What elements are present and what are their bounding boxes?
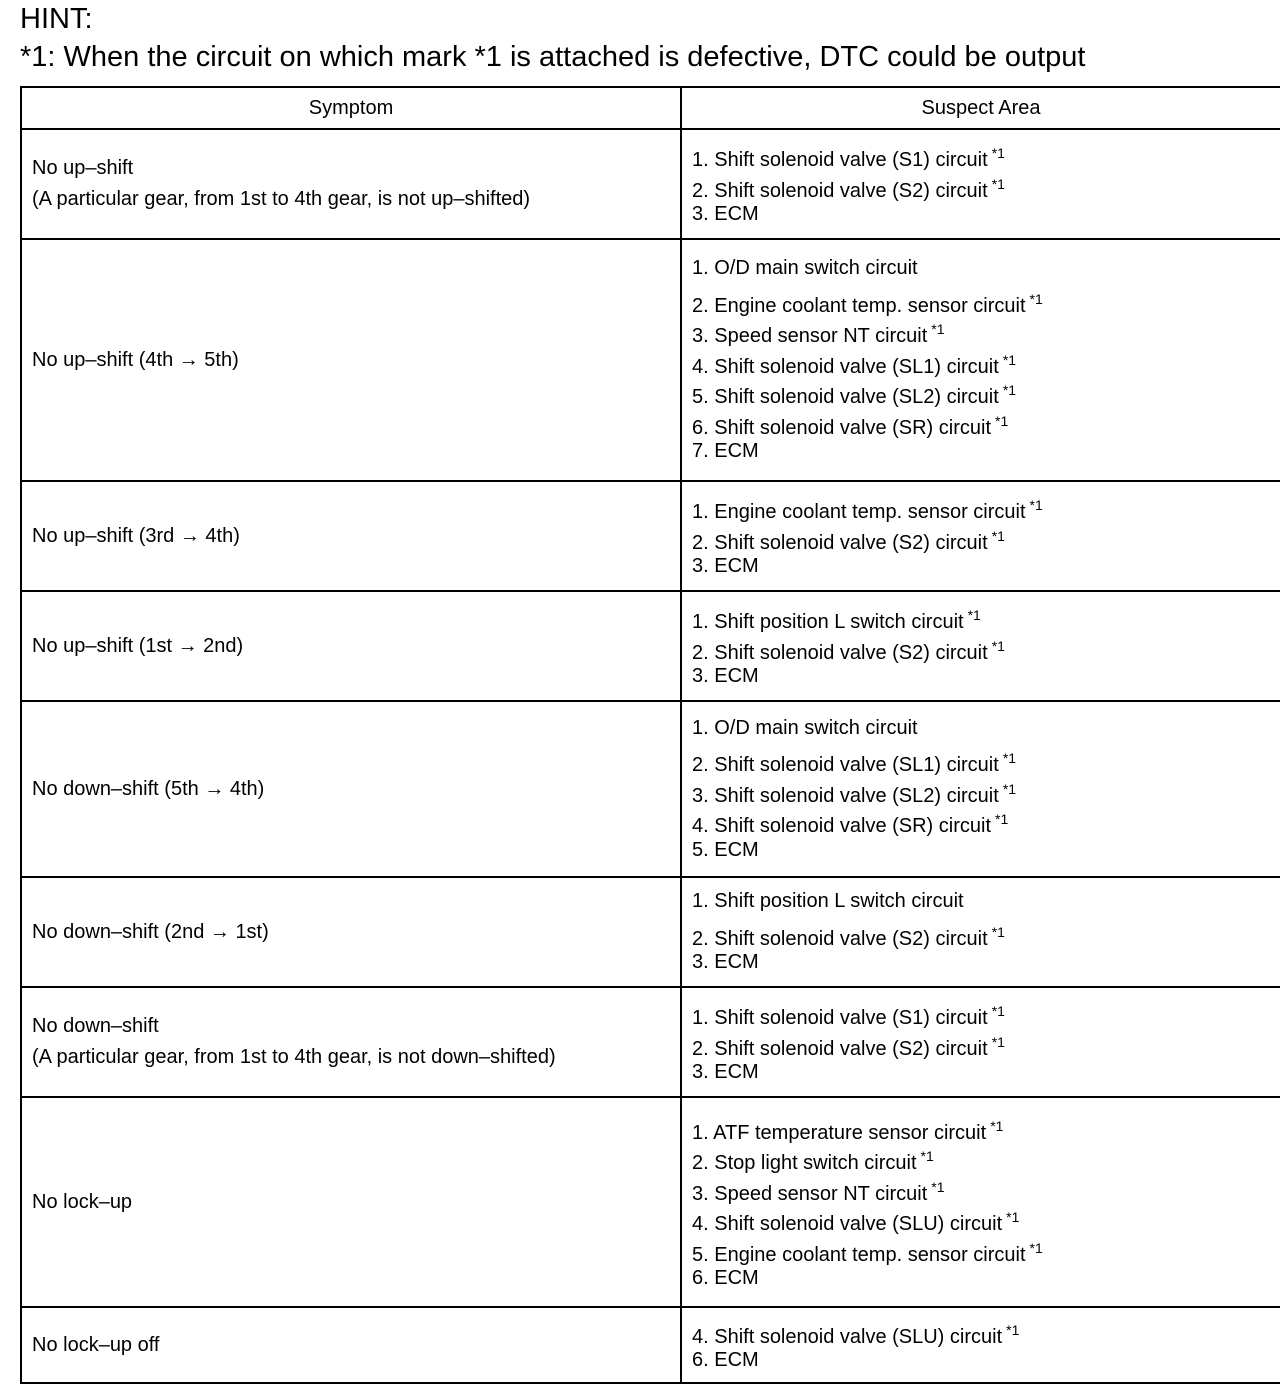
- suspect-area-item-text: 3. ECM: [692, 555, 759, 578]
- table-row: [21, 239, 1280, 481]
- suspect-area-item: [692, 521, 1280, 552]
- symptom-cell: [21, 987, 681, 1097]
- symptom-cell: [21, 239, 681, 481]
- table-row: [21, 877, 1280, 987]
- dtc-footnote-mark: *1: [991, 1003, 1005, 1020]
- dtc-footnote-mark: *1: [967, 607, 981, 624]
- suspect-area-item-text: 1. O/D main switch circuit: [692, 257, 918, 280]
- suspect-area-item-text: 7. ECM: [692, 440, 759, 463]
- suspect-area-cell: [681, 877, 1280, 987]
- symptom-text: No down–shift: [32, 1015, 159, 1037]
- table-header-row: [21, 87, 1280, 129]
- suspect-area-item: [692, 743, 1280, 777]
- suspect-area-item-text: 2. Shift solenoid valve (S2) circuit: [692, 641, 988, 664]
- suspect-area-item-text: 2. Shift solenoid valve (S2) circuit: [692, 1037, 988, 1060]
- suspect-area-cell: [681, 987, 1280, 1097]
- symptom-text: No up–shift: [32, 157, 134, 179]
- suspect-area-item-text: 3. ECM: [692, 203, 759, 226]
- dtc-footnote-mark: *1: [990, 1117, 1004, 1134]
- suspect-area-item: [692, 600, 1280, 634]
- suspect-area-item: [692, 886, 1280, 917]
- dtc-footnote-mark: *1: [920, 1148, 934, 1164]
- symptom-cell: [21, 877, 681, 987]
- table-body: [21, 129, 1280, 1383]
- suspect-area-item: [692, 375, 1280, 409]
- symptom-text: No lock–up: [32, 1190, 133, 1213]
- suspect-area-item: [692, 436, 1280, 467]
- suspect-area-item: [692, 1027, 1280, 1058]
- suspect-area-item-text: 5. Shift solenoid valve (SL2) circuit: [692, 386, 999, 409]
- suspect-area-item-text: 2. Shift solenoid valve (S2) circuit: [692, 179, 988, 202]
- table-row: [21, 1097, 1280, 1307]
- dtc-footnote-mark: *1: [1002, 750, 1017, 767]
- suspect-area-item: [692, 199, 1280, 230]
- dtc-footnote-mark: *1: [991, 637, 1005, 654]
- symptom-cell: [21, 591, 681, 701]
- suspect-area-item: [692, 804, 1280, 838]
- suspect-area-item: [692, 713, 1280, 744]
- suspect-area-item-text: 4. Shift solenoid valve (SL1) circuit: [692, 355, 999, 378]
- suspect-area-item-text: 4. Shift solenoid valve (SR) circuit: [692, 815, 992, 838]
- dtc-footnote-mark: *1: [991, 175, 1005, 192]
- dtc-footnote-mark: *1: [1002, 351, 1017, 368]
- suspect-area-item: [692, 774, 1280, 805]
- suspect-area-item-text: 1. ATF temperature sensor circuit: [692, 1121, 987, 1144]
- suspect-area-item-text: 4. Shift solenoid valve (SLU) circuit: [692, 1213, 1003, 1235]
- table-row: [21, 481, 1280, 591]
- symptom-cell: [21, 129, 681, 239]
- suspect-area-item: [692, 1233, 1280, 1264]
- suspect-area-item: [692, 1202, 1280, 1233]
- header-symptom: Symptom: [21, 87, 681, 129]
- suspect-area-item: [692, 661, 1280, 692]
- suspect-area-item-text: 2. Shift solenoid valve (S2) circuit: [692, 927, 988, 950]
- suspect-area-item: [692, 1111, 1280, 1142]
- suspect-area-item-text: 3. Shift solenoid valve (SL2) circuit: [692, 784, 999, 807]
- suspect-area-item: [692, 138, 1280, 172]
- header-suspect-area: Suspect Area: [681, 87, 1280, 129]
- suspect-area-item: [692, 835, 1280, 866]
- suspect-area-item: [692, 1057, 1280, 1088]
- suspect-area-item: [692, 345, 1280, 376]
- suspect-area-item-text: 2. Shift solenoid valve (S2) circuit: [692, 531, 988, 554]
- suspect-area-item-text: 1. Shift solenoid valve (S1) circuit: [692, 1007, 988, 1030]
- suspect-area-cell: [681, 481, 1280, 591]
- suspect-area-item: [692, 1263, 1280, 1294]
- suspect-area-item-text: 1. Shift position L switch circuit: [692, 611, 964, 634]
- suspect-area-item: [692, 917, 1280, 948]
- suspect-area-item-text: 3. Speed sensor NT circuit: [692, 1182, 928, 1205]
- symptom-text: (A particular gear, from 1st to 4th gear, is not up–shifted): [32, 188, 531, 210]
- table-row: [21, 701, 1280, 877]
- dtc-footnote-mark: *1: [1029, 1239, 1043, 1256]
- suspect-area-item-text: 5. Engine coolant temp. sensor circuit: [692, 1243, 1026, 1266]
- dtc-footnote-mark: *1: [1029, 497, 1043, 514]
- dtc-footnote-mark: *1: [995, 811, 1009, 828]
- dtc-footnote-mark: *1: [1029, 290, 1043, 307]
- dtc-footnote-mark: *1: [1002, 382, 1017, 399]
- suspect-area-item: [692, 1141, 1280, 1172]
- hint-title: HINT:: [20, 3, 93, 35]
- suspect-area-item-text: 3. ECM: [692, 951, 759, 974]
- suspect-area-item: [692, 631, 1280, 662]
- dtc-footnote-mark: *1: [991, 923, 1005, 940]
- suspect-area-item: [692, 1172, 1280, 1203]
- suspect-area-item: [692, 947, 1280, 978]
- symptom-text: No down–shift (2nd → 1st): [32, 920, 269, 943]
- symptom-cell: [21, 701, 681, 877]
- table-row: [21, 129, 1280, 239]
- suspect-area-item: [692, 1345, 1280, 1376]
- suspect-area-item-text: 2. Engine coolant temp. sensor circuit: [692, 294, 1026, 317]
- dtc-footnote-mark: *1: [991, 1033, 1005, 1050]
- symptom-text: No up–shift (1st → 2nd): [32, 634, 244, 657]
- suspect-area-item-text: 4. Shift solenoid valve (SLU) circuit: [692, 1325, 1003, 1348]
- suspect-area-cell: [681, 239, 1280, 481]
- symptom-text: No down–shift (5th → 4th): [32, 777, 265, 800]
- symptom-table: [20, 86, 1280, 1384]
- suspect-area-item-text: 1. Shift position L switch circuit: [692, 890, 964, 913]
- suspect-area-item: [692, 169, 1280, 200]
- suspect-area-item-text: 3. Speed sensor NT circuit: [692, 325, 928, 348]
- suspect-area-item-text: 1. Engine coolant temp. sensor circuit: [692, 501, 1026, 524]
- dtc-footnote-mark: *1: [1006, 1321, 1020, 1338]
- suspect-area-item-text: 1. O/D main switch circuit: [692, 716, 918, 739]
- suspect-area-item: [692, 1315, 1280, 1346]
- suspect-area-cell: [681, 591, 1280, 701]
- suspect-area-item: [692, 284, 1280, 315]
- dtc-footnote-mark: *1: [991, 145, 1005, 162]
- suspect-area-cell: [681, 1307, 1280, 1383]
- table-row: [21, 591, 1280, 701]
- hint-note: *1: When the circuit on which mark *1 is attached is defective, DTC could be output: [20, 41, 1086, 73]
- symptom-cell: [21, 481, 681, 591]
- symptom-cell: [21, 1097, 681, 1307]
- suspect-area-item-text: 5. ECM: [692, 838, 759, 861]
- suspect-area-item: [692, 996, 1280, 1030]
- suspect-area-item-text: 3. ECM: [692, 665, 759, 688]
- dtc-footnote-mark: *1: [1006, 1209, 1020, 1225]
- suspect-area-item: [692, 314, 1280, 348]
- dtc-footnote-mark: *1: [991, 527, 1005, 544]
- symptom-text: No up–shift (3rd → 4th): [32, 524, 240, 547]
- dtc-footnote-mark: *1: [931, 1178, 945, 1195]
- suspect-area-cell: [681, 701, 1280, 877]
- dtc-footnote-mark: *1: [1002, 780, 1017, 797]
- symptom-text: (A particular gear, from 1st to 4th gear, is not down–shifted): [32, 1046, 556, 1068]
- suspect-area-item-text: 1. Shift solenoid valve (S1) circuit: [692, 149, 988, 172]
- dtc-footnote-mark: *1: [931, 321, 945, 338]
- suspect-area-cell: [681, 129, 1280, 239]
- suspect-area-item-text: 3. ECM: [692, 1061, 759, 1084]
- suspect-area-cell: [681, 1097, 1280, 1307]
- suspect-area-item: [692, 490, 1280, 524]
- suspect-area-item-text: 6. ECM: [692, 1267, 759, 1289]
- suspect-area-item: [692, 253, 1280, 284]
- table-row: [21, 987, 1280, 1097]
- suspect-area-item: [692, 406, 1280, 437]
- suspect-area-item-text: 2. Shift solenoid valve (SL1) circuit: [692, 754, 999, 777]
- dtc-footnote-mark: *1: [995, 412, 1009, 429]
- symptom-cell: [21, 1307, 681, 1383]
- symptom-text: No lock–up off: [32, 1333, 160, 1356]
- suspect-area-item-text: 2. Stop light switch circuit: [692, 1152, 917, 1174]
- suspect-area-item: [692, 551, 1280, 582]
- symptom-text: No up–shift (4th → 5th): [32, 348, 239, 371]
- suspect-area-item-text: 6. ECM: [692, 1349, 759, 1371]
- suspect-area-item-text: 6. Shift solenoid valve (SR) circuit: [692, 416, 992, 439]
- table-row: [21, 1307, 1280, 1383]
